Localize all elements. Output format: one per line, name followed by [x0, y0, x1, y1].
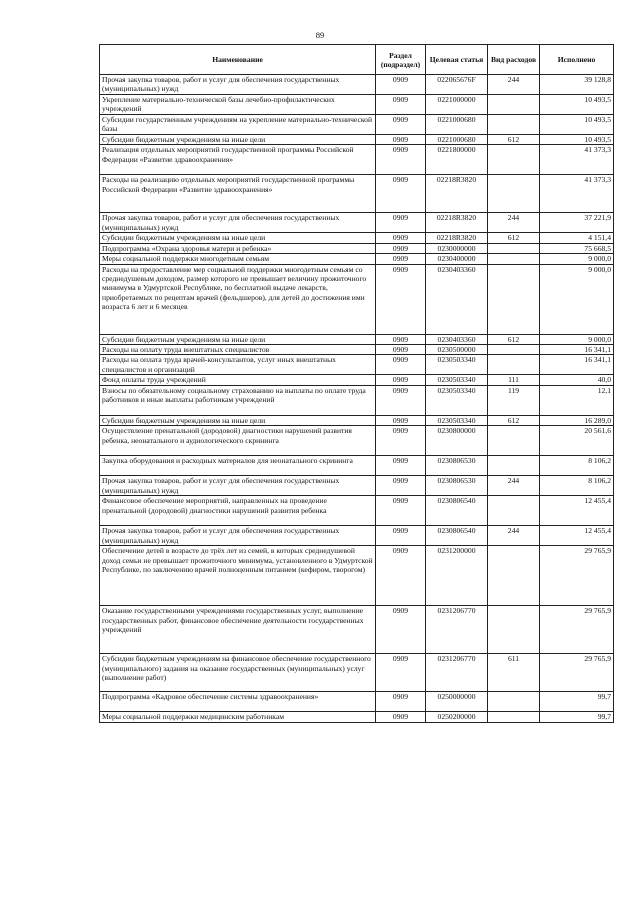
cell-executed: 16 289,0 [540, 415, 614, 425]
cell-section: 0909 [376, 334, 426, 344]
cell-section: 0909 [376, 385, 426, 415]
cell-target: 0250200000 [426, 712, 488, 722]
cell-name: Субсидии бюджетным учреждениям на финансовое обеспечение государственного (муниципального) задания на оказание государственных (муниципальных) услуг (выполнение работ) [100, 654, 376, 692]
table-row [100, 654, 614, 692]
cell-expense-type [488, 95, 540, 115]
cell-target: 0230806530 [426, 476, 488, 496]
cell-executed: 41 373,3 [540, 175, 614, 213]
table-row [100, 375, 614, 385]
cell-target: 0230403360 [426, 334, 488, 344]
header-name: Наименование [100, 45, 376, 75]
cell-name: Расходы на оплату труда внештатных специалистов [100, 345, 376, 355]
cell-executed: 10 493,5 [540, 135, 614, 145]
cell-executed: 29 765,9 [540, 654, 614, 692]
cell-expense-type [488, 496, 540, 526]
cell-executed: 10 493,5 [540, 95, 614, 115]
cell-expense-type: 612 [488, 415, 540, 425]
cell-expense-type [488, 355, 540, 375]
cell-target: 0250000000 [426, 692, 488, 712]
cell-executed: 9 000,0 [540, 264, 614, 334]
cell-section: 0909 [376, 496, 426, 526]
cell-expense-type: 612 [488, 135, 540, 145]
cell-name: Субсидии бюджетным учреждениям на иные цели [100, 135, 376, 145]
table-row [100, 426, 614, 456]
cell-name: Закупка оборудования и расходных материалов для неонатального скрининга [100, 456, 376, 476]
cell-expense-type: 244 [488, 526, 540, 546]
cell-section: 0909 [376, 345, 426, 355]
cell-executed: 99,7 [540, 692, 614, 712]
cell-target: 02218R3820 [426, 175, 488, 213]
cell-expense-type: 244 [488, 213, 540, 233]
header-executed: Исполнено [540, 45, 614, 75]
cell-executed: 39 128,8 [540, 75, 614, 95]
cell-section: 0909 [376, 526, 426, 546]
cell-expense-type [488, 692, 540, 712]
cell-expense-type [488, 145, 540, 175]
cell-target: 0230806530 [426, 456, 488, 476]
cell-target: 0231206770 [426, 654, 488, 692]
cell-target: 02218R3820 [426, 233, 488, 243]
table-row [100, 213, 614, 233]
cell-name: Фонд оплаты труда учреждений [100, 375, 376, 385]
table-row [100, 606, 614, 654]
cell-executed: 9 000,0 [540, 334, 614, 344]
header-target: Целевая статья [426, 45, 488, 75]
cell-name: Расходы на предоставление мер социальной поддержки многодетным семьям со среднедушевым доходом, размер которого не превышает величину прожиточного минимума в Удмуртской Республике, по бесплатной выдаче лекарств, приобретаемых по рецептам врачей (фельдшеров), для детей до достижения ими возраста 6 лет и 6 месяцев [100, 264, 376, 334]
table-row [100, 254, 614, 264]
cell-executed: 40,0 [540, 375, 614, 385]
cell-section: 0909 [376, 175, 426, 213]
cell-name: Прочая закупка товаров, работ и услуг для обеспечения государственных (муниципальных) нужд [100, 75, 376, 95]
cell-expense-type [488, 546, 540, 606]
cell-section: 0909 [376, 415, 426, 425]
table-row [100, 546, 614, 606]
cell-target: 0221000680 [426, 115, 488, 135]
cell-section: 0909 [376, 213, 426, 233]
cell-executed: 12 455,4 [540, 526, 614, 546]
table-row [100, 345, 614, 355]
cell-target: 0231206770 [426, 606, 488, 654]
table-row [100, 415, 614, 425]
cell-executed: 10 493,5 [540, 115, 614, 135]
cell-name: Укрепление материально-технической базы лечебно-профилактических учреждений [100, 95, 376, 115]
cell-executed: 8 106,2 [540, 476, 614, 496]
cell-expense-type [488, 345, 540, 355]
cell-expense-type [488, 115, 540, 135]
cell-section: 0909 [376, 692, 426, 712]
cell-section: 0909 [376, 654, 426, 692]
header-section: Раздел (подраздел) [376, 45, 426, 75]
cell-name: Осуществление пренатальной (дородовой) диагностики нарушений развития ребенка, неонатального и аудиологического скрининга [100, 426, 376, 456]
cell-target: 0230806540 [426, 526, 488, 546]
cell-expense-type: 612 [488, 233, 540, 243]
table-row [100, 712, 614, 722]
cell-name: Прочая закупка товаров, работ и услуг для обеспечения государственных (муниципальных) нужд [100, 476, 376, 496]
cell-name: Прочая закупка товаров, работ и услуг для обеспечения государственных (муниципальных) нужд [100, 526, 376, 546]
cell-section: 0909 [376, 456, 426, 476]
cell-executed: 12,1 [540, 385, 614, 415]
cell-executed: 99,7 [540, 712, 614, 722]
cell-section: 0909 [376, 135, 426, 145]
table-row [100, 243, 614, 253]
cell-executed: 16 341,1 [540, 355, 614, 375]
cell-name: Субсидии бюджетным учреждениям на иные цели [100, 233, 376, 243]
cell-expense-type: 119 [488, 385, 540, 415]
table-row [100, 476, 614, 496]
cell-section: 0909 [376, 75, 426, 95]
cell-section: 0909 [376, 115, 426, 135]
cell-expense-type [488, 243, 540, 253]
cell-name: Субсидии бюджетным учреждениям на иные цели [100, 334, 376, 344]
cell-expense-type [488, 456, 540, 476]
budget-table [99, 44, 614, 723]
cell-section: 0909 [376, 145, 426, 175]
cell-executed: 29 765,9 [540, 606, 614, 654]
cell-name: Меры социальной поддержки многодетным семьям [100, 254, 376, 264]
cell-expense-type [488, 175, 540, 213]
table-row [100, 355, 614, 375]
table-row [100, 115, 614, 135]
cell-name: Прочая закупка товаров, работ и услуг для обеспечения государственных (муниципальных) нужд [100, 213, 376, 233]
cell-target: 0221800000 [426, 145, 488, 175]
cell-name: Реализация отдельных мероприятий государственной программы Российской Федерации «Развитие здравоохранения» [100, 145, 376, 175]
cell-executed: 75 668,5 [540, 243, 614, 253]
cell-expense-type: 111 [488, 375, 540, 385]
cell-executed: 8 106,2 [540, 456, 614, 476]
table-row [100, 233, 614, 243]
cell-section: 0909 [376, 264, 426, 334]
cell-name: Подпрограмма «Охрана здоровья матери и ребенка» [100, 243, 376, 253]
cell-target: 0230503340 [426, 415, 488, 425]
table-row [100, 135, 614, 145]
cell-name: Обеспечение детей в возрасте до трёх лет из семей, в которых среднедушевой доход семьи не превышает прожиточного минимума, установленного в Удмуртской Республике, по заключению врачей полноценным питанием (кефиром, творогом) [100, 546, 376, 606]
cell-target: 0230500000 [426, 345, 488, 355]
cell-executed: 41 373,3 [540, 145, 614, 175]
cell-target: 0221000000 [426, 95, 488, 115]
table-header-row [100, 45, 614, 75]
table-row [100, 75, 614, 95]
cell-name: Расходы на оплата труда врачей-консультантов, услуг иных внештатных специалистов и организаций [100, 355, 376, 375]
header-expense-type: Вид расходов [488, 45, 540, 75]
cell-target: 02218R3820 [426, 213, 488, 233]
cell-executed: 20 561,6 [540, 426, 614, 456]
table-row [100, 95, 614, 115]
cell-expense-type: 611 [488, 654, 540, 692]
cell-name: Финансовое обеспечение мероприятий, направленных на проведение пренатальной (дородовой) диагностики нарушений развития ребенка [100, 496, 376, 526]
cell-name: Меры социальной поддержки медицинским работникам [100, 712, 376, 722]
cell-name: Оказание государственными учреждениями государственных услуг, выполнение государственных работ, финансовое обеспечение деятельности государственных учреждений [100, 606, 376, 654]
table-row [100, 385, 614, 415]
cell-section: 0909 [376, 254, 426, 264]
table-row [100, 334, 614, 344]
cell-target: 0230400000 [426, 254, 488, 264]
cell-name: Подпрограмма «Кадровое обеспечение системы здравоохранения» [100, 692, 376, 712]
table-row [100, 526, 614, 546]
cell-expense-type: 612 [488, 334, 540, 344]
cell-target: 0230503340 [426, 375, 488, 385]
cell-name: Субсидии бюджетным учреждениям на иные цели [100, 415, 376, 425]
page-number: 89 [315, 30, 325, 40]
cell-section: 0909 [376, 233, 426, 243]
cell-target: 022065676F [426, 75, 488, 95]
cell-name: Взносы по обязательному социальному страхованию на выплаты по оплате труда работников и иные выплаты работникам учреждений [100, 385, 376, 415]
cell-executed: 29 765,9 [540, 546, 614, 606]
cell-expense-type [488, 426, 540, 456]
cell-target: 0230503340 [426, 385, 488, 415]
cell-executed: 4 151,4 [540, 233, 614, 243]
cell-target: 0230000000 [426, 243, 488, 253]
table-row [100, 496, 614, 526]
cell-executed: 37 221,9 [540, 213, 614, 233]
cell-executed: 12 455,4 [540, 496, 614, 526]
cell-target: 0230806540 [426, 496, 488, 526]
cell-expense-type [488, 712, 540, 722]
cell-expense-type [488, 606, 540, 654]
cell-target: 0230800000 [426, 426, 488, 456]
cell-section: 0909 [376, 95, 426, 115]
cell-section: 0909 [376, 546, 426, 606]
cell-section: 0909 [376, 606, 426, 654]
cell-section: 0909 [376, 426, 426, 456]
cell-name: Расходы на реализацию отдельных мероприятий государственной программы Российской Федерации «Развитие здравоохранения» [100, 175, 376, 213]
table-row [100, 264, 614, 334]
cell-section: 0909 [376, 712, 426, 722]
cell-expense-type [488, 254, 540, 264]
cell-target: 0230503340 [426, 355, 488, 375]
cell-expense-type [488, 264, 540, 334]
cell-section: 0909 [376, 355, 426, 375]
cell-section: 0909 [376, 375, 426, 385]
table-row [100, 145, 614, 175]
cell-executed: 16 341,1 [540, 345, 614, 355]
cell-target: 0231200000 [426, 546, 488, 606]
table-row [100, 175, 614, 213]
cell-section: 0909 [376, 476, 426, 496]
cell-expense-type: 244 [488, 476, 540, 496]
cell-name: Субсидии государственным учреждениям на укрепление материально-технической базы [100, 115, 376, 135]
cell-expense-type: 244 [488, 75, 540, 95]
cell-target: 0221000680 [426, 135, 488, 145]
cell-target: 0230403360 [426, 264, 488, 334]
cell-section: 0909 [376, 243, 426, 253]
table-row [100, 692, 614, 712]
cell-executed: 9 000,0 [540, 254, 614, 264]
table-row [100, 456, 614, 476]
